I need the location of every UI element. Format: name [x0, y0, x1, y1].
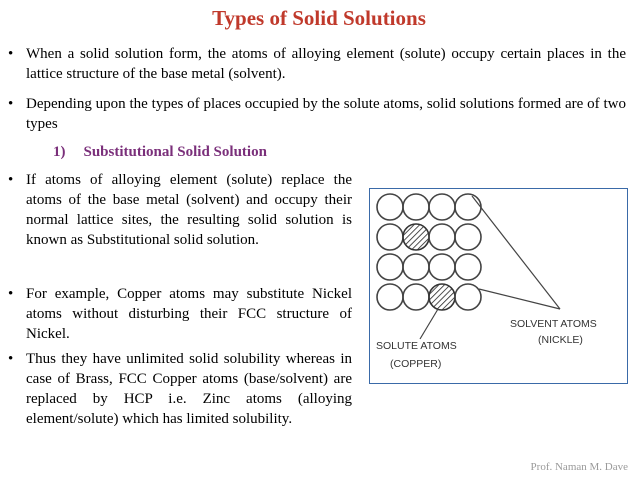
bullet-dot: • [8, 351, 14, 367]
solvent-atom [377, 194, 403, 220]
solvent-atom [429, 254, 455, 280]
solvent-atom [377, 224, 403, 250]
solute-atom [429, 284, 455, 310]
bullet-item [8, 170, 352, 250]
bullet-item [8, 94, 626, 134]
solute-sublabel: (COPPER) [390, 358, 442, 370]
bullet-text: When a solid solution form, the atoms of alloying element (solute) occupy certain places in the lattice structure of the base metal (solvent). [26, 46, 626, 82]
solvent-atom [455, 224, 481, 250]
bullet-dot: • [8, 46, 14, 62]
subheading-number: 1) [53, 144, 66, 160]
solvent-atom [377, 284, 403, 310]
solvent-atom [455, 194, 481, 220]
solvent-atom [429, 194, 455, 220]
solvent-atom [455, 254, 481, 280]
footer-author: Prof. Naman M. Dave [530, 461, 628, 473]
solute-leader-line [420, 309, 438, 339]
solute-atom [403, 224, 429, 250]
bullet-text: For example, Copper atoms may substitute Nickel atoms without disturbing their FCC structure of Nickel. [26, 286, 352, 342]
bullet-item [8, 284, 352, 344]
subheading-text: Substitutional Solid Solution [83, 144, 267, 160]
solvent-label: SOLVENT ATOMS [510, 318, 597, 330]
solute-label: SOLUTE ATOMS [376, 340, 457, 352]
solvent-atom [455, 284, 481, 310]
solvent-leader-line [472, 196, 560, 309]
solvent-atom [377, 254, 403, 280]
subheading [53, 144, 267, 161]
solvent-atom [403, 254, 429, 280]
bullet-dot: • [8, 172, 14, 188]
solvent-sublabel: (NICKLE) [538, 334, 583, 346]
page-title: Types of Solid Solutions [212, 6, 426, 30]
bullet-text: Thus they have unlimited solid solubility whereas in case of Brass, FCC Copper atoms (base/solvent) are replaced by HCP i.e. Zinc atoms (alloying element/solute) which has limited solubility. [26, 351, 352, 427]
bullet-text: Depending upon the types of places occupied by the solute atoms, solid solutions formed are of two types [26, 96, 626, 132]
bullet-text: If atoms of alloying element (solute) replace the atoms of the base metal (solvent) and occupy their normal lattice sites, the resulting solid solution is known as Substitutional solid solution. [26, 172, 352, 248]
bullet-item [8, 44, 626, 84]
lattice-figure [369, 188, 628, 384]
bullet-dot: • [8, 96, 14, 112]
solvent-atom [403, 194, 429, 220]
lattice-diagram [370, 189, 626, 382]
solvent-atom [429, 224, 455, 250]
bullet-item [8, 349, 352, 429]
solvent-atom [403, 284, 429, 310]
solvent-leader-line [479, 289, 560, 309]
bullet-dot: • [8, 286, 14, 302]
